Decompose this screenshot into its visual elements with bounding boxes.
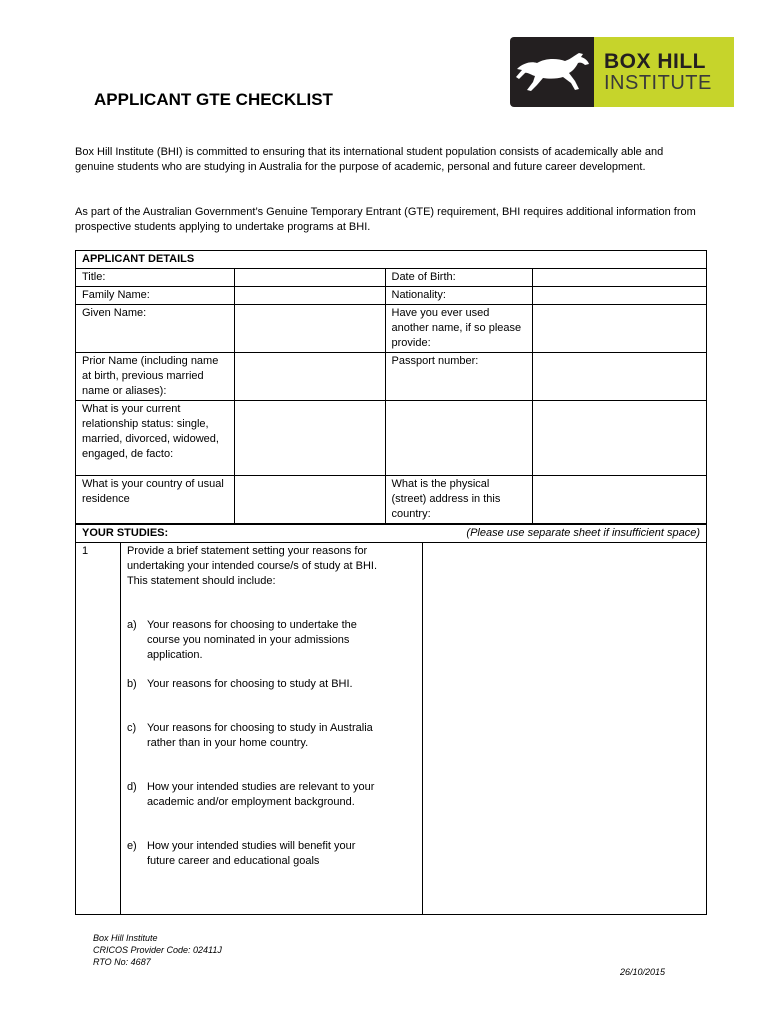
family-name-field[interactable]	[234, 287, 385, 305]
street-address-label: What is the physical (street) address in this country:	[385, 476, 533, 524]
footer-institute: Box Hill Institute	[93, 933, 158, 943]
relationship-status-field[interactable]	[234, 401, 385, 476]
relationship-status-label: What is your current relationship status: single, married, divorced, widowed, engaged, de facto:	[76, 401, 235, 476]
list-item: e) How your intended studies will benefit your future career and educational goals	[126, 840, 356, 867]
footer	[93, 932, 222, 968]
footer-cricos: CRICOS Provider Code: 02411J	[93, 945, 222, 955]
applicant-details-table	[75, 250, 707, 524]
passport-number-label: Passport number:	[385, 353, 533, 401]
logo-dark-panel	[510, 37, 594, 107]
blank-field-cell[interactable]	[533, 401, 707, 476]
other-name-field[interactable]	[533, 305, 707, 353]
footer-rto: RTO No: 4687	[93, 957, 151, 967]
statement-text: Provide a brief statement setting your reasons for undertaking your intended course/s of study at BHI. This statement should include:	[126, 545, 378, 587]
country-of-residence-label: What is your country of usual residence	[76, 476, 235, 524]
page-title: APPLICANT GTE CHECKLIST	[94, 90, 333, 109]
other-name-label: Have you ever used another name, if so please provide:	[385, 305, 533, 353]
street-address-field[interactable]	[533, 476, 707, 524]
blank-label-cell	[385, 401, 533, 476]
your-studies-title: YOUR STUDIES:	[82, 527, 169, 539]
logo-text-line2: INSTITUTE	[604, 72, 712, 94]
passport-number-field[interactable]	[533, 353, 707, 401]
insufficient-space-note: (Please use separate sheet if insufficient space)	[466, 527, 700, 539]
country-of-residence-field[interactable]	[234, 476, 385, 524]
list-item: b) Your reasons for choosing to study at BHI.	[126, 678, 353, 690]
horse-icon	[513, 49, 591, 95]
intro-paragraph-1: Box Hill Institute (BHI) is committed to ensuring that its international student population consists of academically able and genuine students who are studying in Australia for the purpose of academic, personal and future career development.	[75, 146, 664, 173]
box-hill-logo	[510, 37, 734, 107]
question-number: 1	[76, 543, 121, 915]
nationality-field[interactable]	[533, 287, 707, 305]
footer-date: 26/10/2015	[620, 967, 666, 977]
date-of-birth-field[interactable]	[533, 269, 707, 287]
list-item: a) Your reasons for choosing to undertake the course you nominated in your admissions application.	[126, 619, 357, 661]
list-item: d) How your intended studies are relevant to your academic and/or employment background.	[126, 781, 375, 808]
your-studies-table	[75, 524, 707, 915]
logo-text-line1: BOX HILL	[604, 50, 706, 73]
question-text	[120, 543, 422, 915]
list-item: c) Your reasons for choosing to study in Australia rather than in your home country.	[126, 722, 373, 749]
date-of-birth-label: Date of Birth:	[385, 269, 533, 287]
prior-name-field[interactable]	[234, 353, 385, 401]
your-studies-heading	[76, 525, 707, 543]
title-field[interactable]	[234, 269, 385, 287]
nationality-label: Nationality:	[385, 287, 533, 305]
intro-paragraph-2: As part of the Australian Government’s Genuine Temporary Entrant (GTE) requirement, BHI requires additional information from prospective students applying to undertake programs at BHI.	[75, 206, 696, 233]
title-label: Title:	[76, 269, 235, 287]
given-name-label: Given Name:	[76, 305, 235, 353]
answer-field[interactable]	[422, 543, 706, 915]
given-name-field[interactable]	[234, 305, 385, 353]
prior-name-label: Prior Name (including name at birth, previous married name or aliases):	[76, 353, 235, 401]
applicant-details-heading: APPLICANT DETAILS	[76, 251, 707, 269]
family-name-label: Family Name:	[76, 287, 235, 305]
